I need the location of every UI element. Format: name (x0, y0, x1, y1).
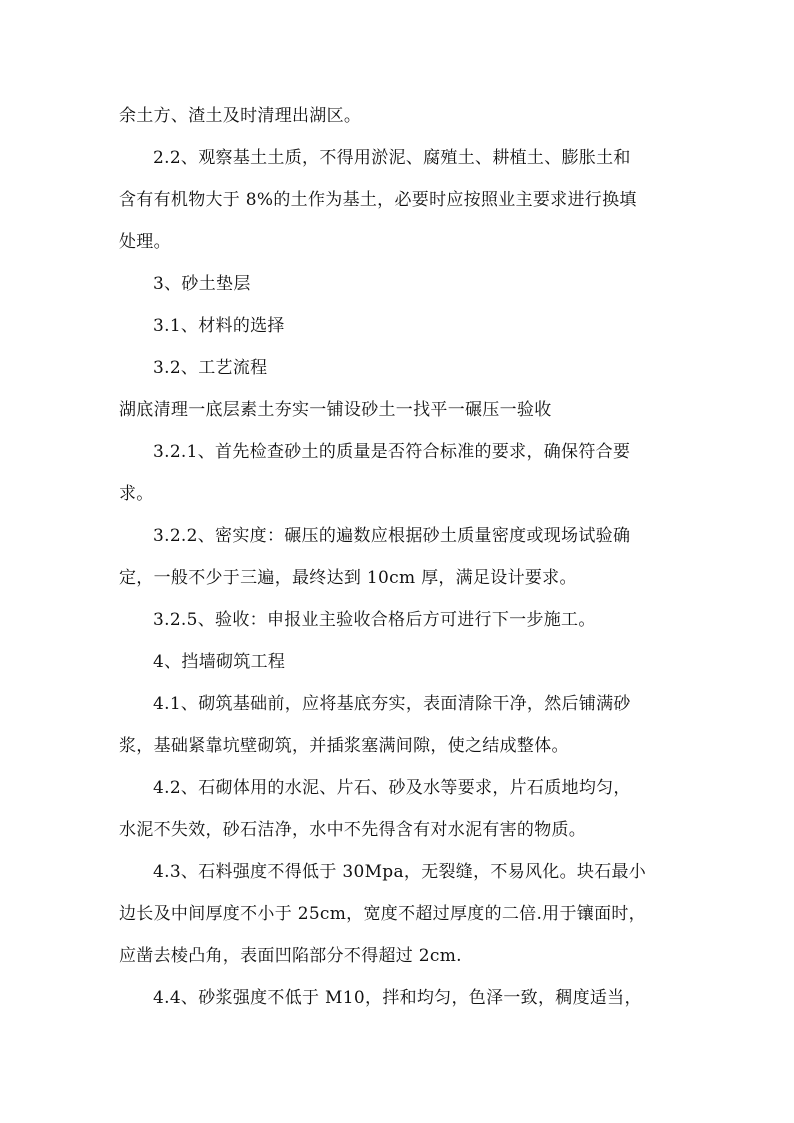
text-line-11: 3.2.2、密实度：碾压的遍数应根据砂土质量密度或现场试验确 (153, 526, 631, 546)
process-flow-line: 湖底清理一底层素土夯实一铺设砂土一找平一碾压一验收 (119, 400, 552, 420)
subheading-3-2: 3.2、工艺流程 (153, 358, 268, 378)
text-line-2: 2.2、观察基土土质，不得用淤泥、腐殖土、耕植土、膨胀土和 (153, 148, 631, 168)
text-line-1: 余土方、渣土及时清理出湖区。 (119, 106, 362, 126)
text-line-9: 3.2.1、首先检查砂土的质量是否符合标准的要求，确保符合要 (153, 442, 631, 462)
section-heading-4: 4、挡墙砌筑工程 (153, 652, 286, 672)
section-heading-3: 3、砂土垫层 (153, 274, 251, 294)
text-line-3: 含有有机物大于 8%的土作为基土，必要时应按照业主要求进行换填 (119, 190, 637, 210)
text-line-16: 浆，基础紧靠坑壁砌筑，并插浆塞满间隙，使之结成整体。 (119, 736, 569, 756)
text-line-21: 应凿去棱凸角，表面凹陷部分不得超过 2cm. (119, 946, 462, 966)
text-line-13: 3.2.5、验收：申报业主验收合格后方可进行下一步施工。 (153, 610, 596, 630)
text-line-18: 水泥不失效，砂石洁净，水中不先得含有对水泥有害的物质。 (119, 820, 587, 840)
text-line-15: 4.1、砌筑基础前，应将基底夯实，表面清除干净，然后铺满砂 (153, 694, 631, 714)
text-line-4: 处理。 (119, 232, 171, 252)
text-line-22: 4.4、砂浆强度不低于 M10，拌和均匀，色泽一致，稠度适当， (153, 988, 642, 1008)
text-line-10: 求。 (119, 484, 154, 504)
text-line-17: 4.2、石砌体用的水泥、片石、砂及水等要求，片石质地均匀， (153, 778, 631, 798)
subheading-3-1: 3.1、材料的选择 (153, 316, 285, 336)
text-line-20: 边长及中间厚度不小于 25cm，宽度不超过厚度的二倍.用于镶面时， (119, 904, 646, 924)
text-line-12: 定，一般不少于三遍，最终达到 10cm 厚，满足设计要求。 (119, 568, 577, 588)
text-line-19: 4.3、石料强度不得低于 30Mpa，无裂缝，不易风化。块石最小 (153, 862, 647, 882)
